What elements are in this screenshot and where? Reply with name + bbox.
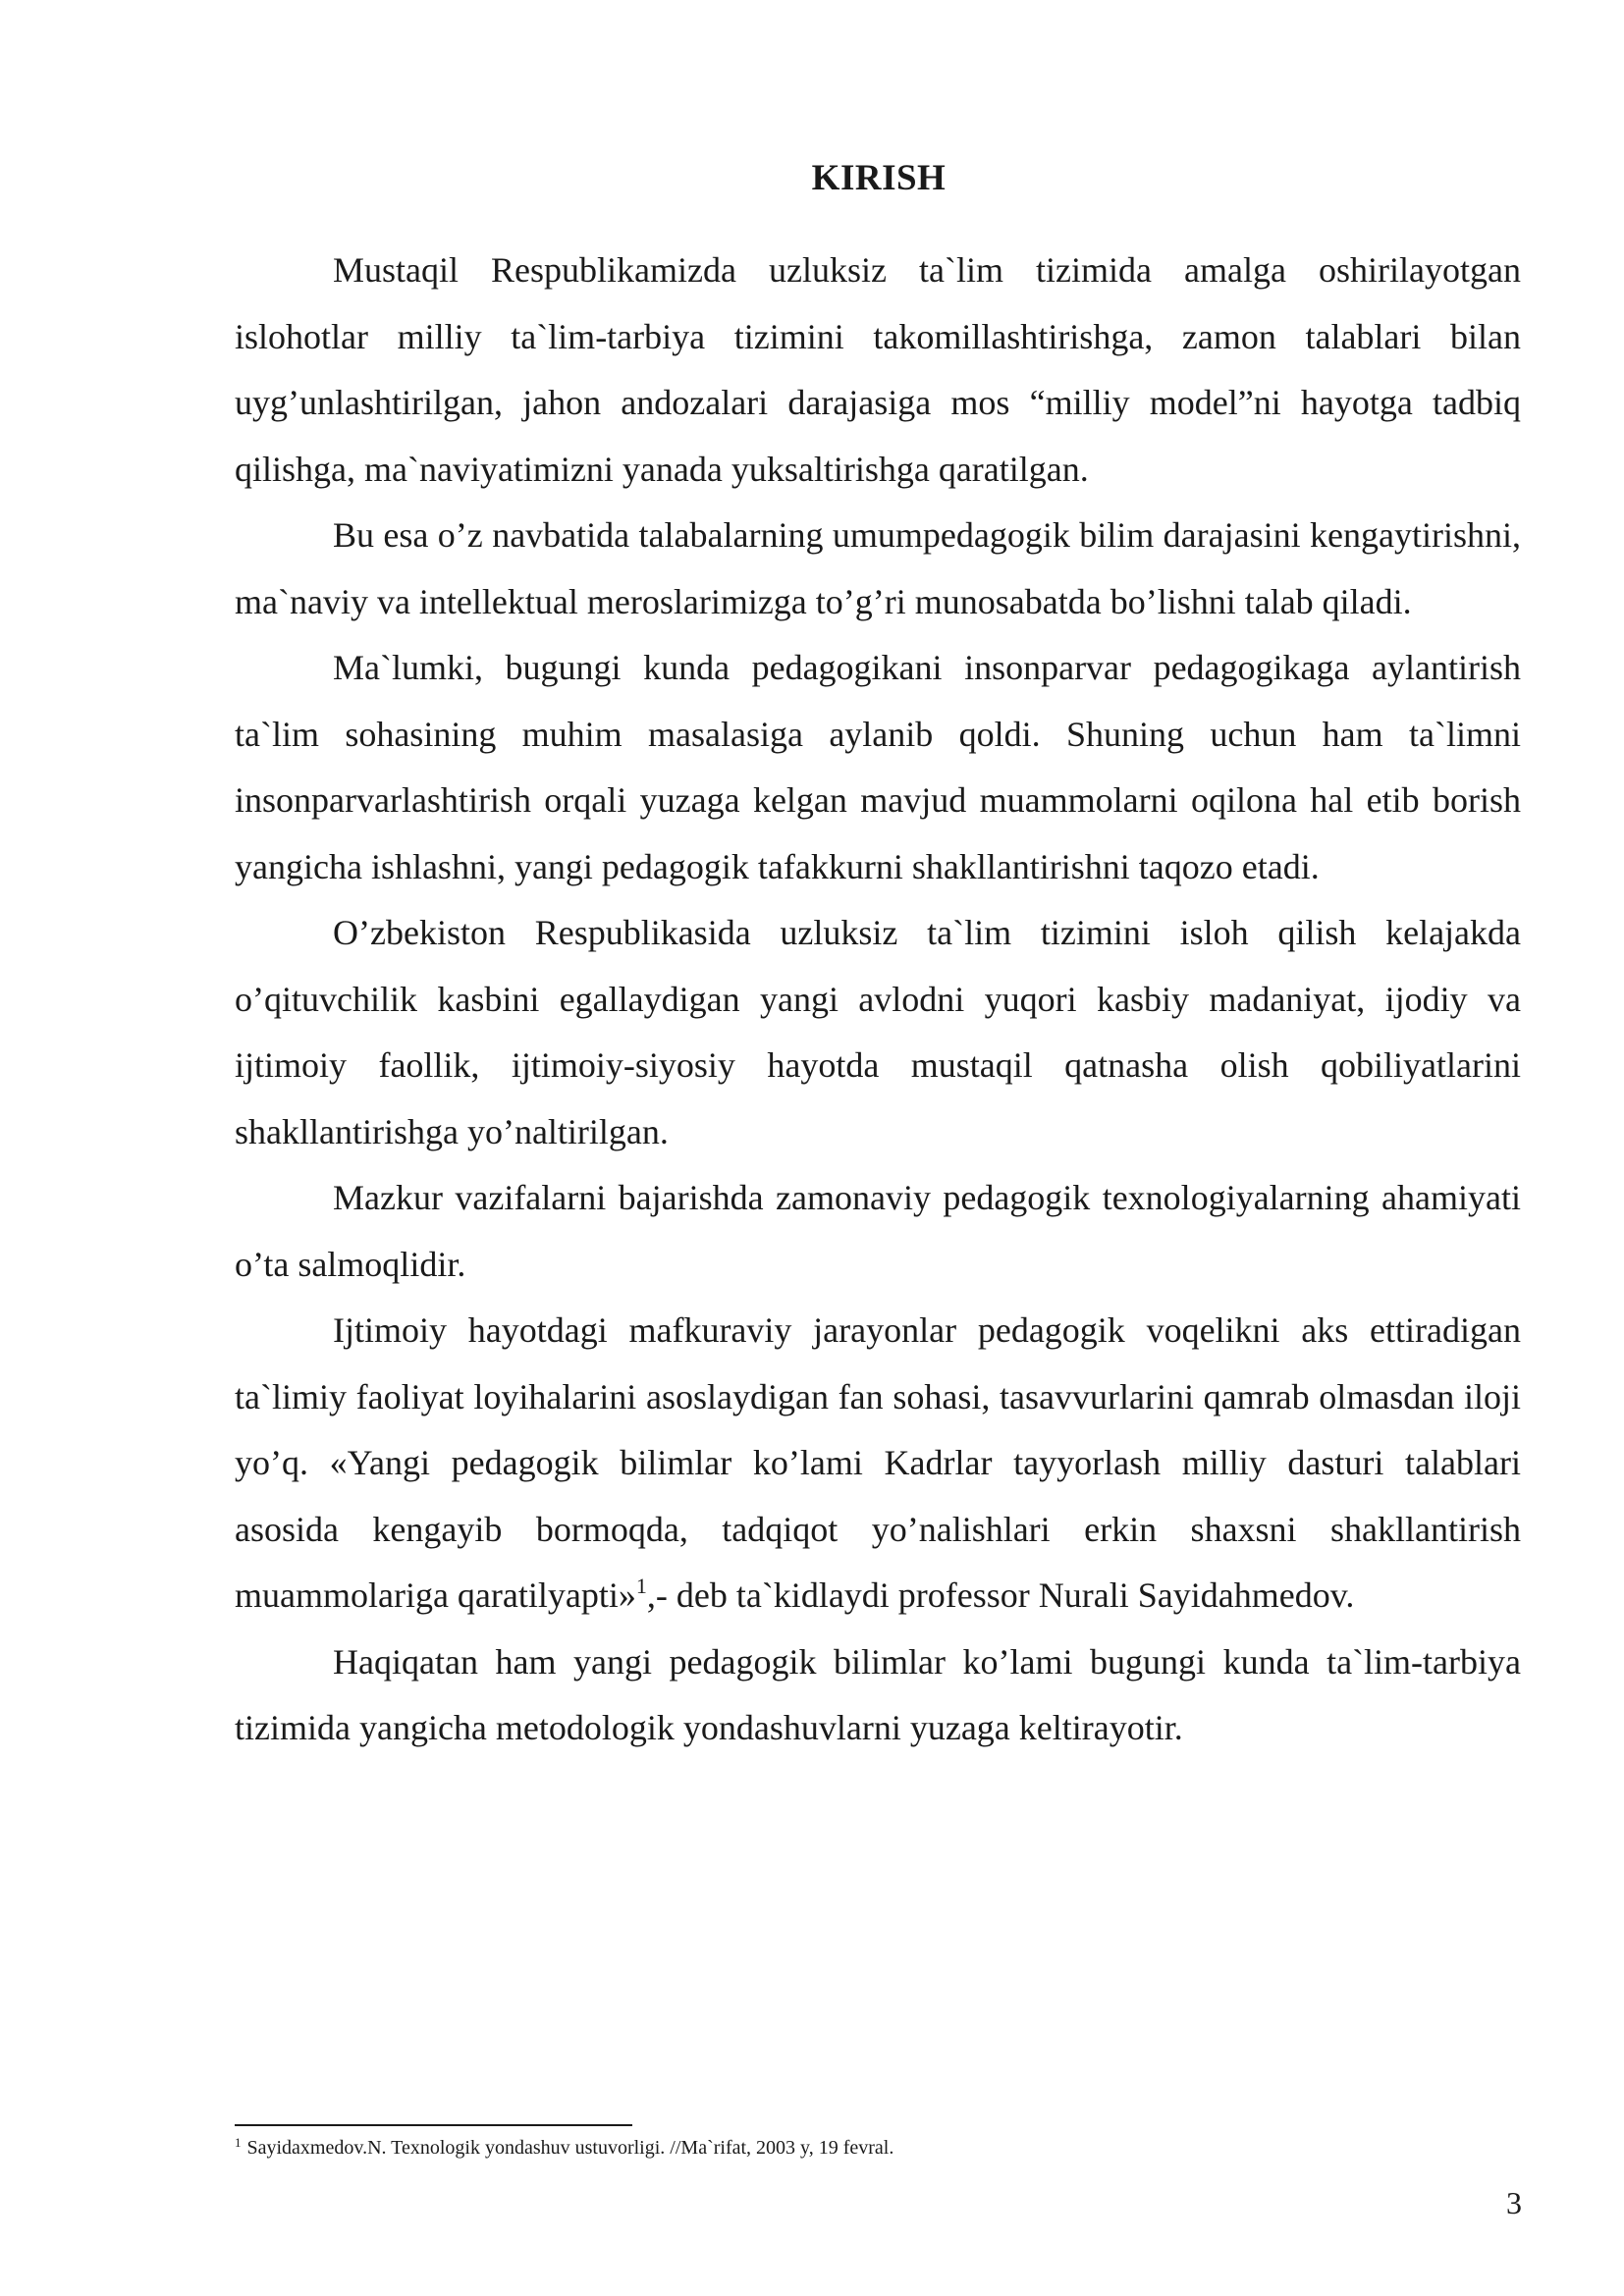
paragraph: Bu esa o’z navbatida talabalarning umumpedagogik bilim darajasini kengaytirishni, ma`naviy va intellektual meroslarimizga to’g’ri munosabatda bo’lishni talab qiladi.	[235, 515, 1521, 621]
quote-text: Ijtimoiy hayotdagi mafkuraviy jarayonlar pedagogik voqelikni aks ettiradigan ta`limiy faoliyat loyihalarini asoslaydigan fan sohasi, tasavvurlarini qamrab olmasdan iloji yo’q. «Yangi pedagogik bilimlar ko’lami Kadrlar tayyorlash milliy dasturi talablari asosida kengayib bormoqda, tadqiqot yo’nalishlari erkin shaxsni shakllantirish muammolariga qaratilyapti»	[235, 1310, 1521, 1615]
page-number: 3	[1506, 2185, 1522, 2220]
footnote	[235, 2134, 1521, 2162]
body-text	[235, 238, 1521, 1762]
footnote-reference: 1	[635, 1574, 647, 1598]
paragraph: Ma`lumki, bugungi kunda pedagogikani insonparvar pedagogikaga aylantirish ta`lim sohasining muhim masalasiga aylanib qoldi. Shuning uchun ham ta`limni insonparvarlashtirish orqali yuzaga kelgan mavjud muammolarni oqilona hal etib borish yangicha ishlashni, yangi pedagogik tafakkurni shakllantirishni taqozo etadi.	[235, 648, 1521, 886]
quote-paragraph	[235, 1298, 1521, 1629]
paragraph: Mustaqil Respublikamizda uzluksiz ta`lim tizimida amalga oshirilayotgan islohotlar milliy ta`lim-tarbiya tizimini takomillashtirishga, zamon talablari bilan uyg’unlashtirilgan, jahon andozalari darajasiga mos “milliy model”ni hayotga tadbiq qilishga, ma`naviyatimizni yanada yuksaltirishga qaratilgan.	[235, 250, 1521, 489]
paragraph: Mazkur vazifalarni bajarishda zamonaviy pedagogik texnologiyalarning ahamiyati o’ta salmoqlidir.	[235, 1178, 1521, 1284]
footnote-divider	[235, 2124, 632, 2126]
paragraph: Haqiqatan ham yangi pedagogik bilimlar ko’lami bugungi kunda ta`lim-tarbiya tizimida yangicha metodologik yondashuvlarni yuzaga keltirayotir.	[235, 1641, 1521, 1747]
paragraph: O’zbekiston Respublikasida uzluksiz ta`lim tizimini isloh qilish kelajakda o’qituvchilik kasbini egallaydigan yangi avlodni yuqori kasbiy madaniyat, ijodiy va ijtimoiy faollik, ijtimoiy-siyosiy hayotda mustaqil qatnasha olish qobiliyatlarini shakllantirishga yo’naltirilgan.	[235, 913, 1521, 1151]
footnote-marker: 1	[235, 2135, 242, 2150]
footnote-text: Sayidaxmedov.N. Texnologik yondashuv ustuvorligi. //Ma`rifat, 2003 y, 19 fevral.	[246, 2137, 894, 2159]
quote-attribution: ,- deb ta`kidlaydi professor Nurali Sayidahmedov.	[646, 1575, 1355, 1615]
page-title: KIRISH	[811, 158, 947, 198]
